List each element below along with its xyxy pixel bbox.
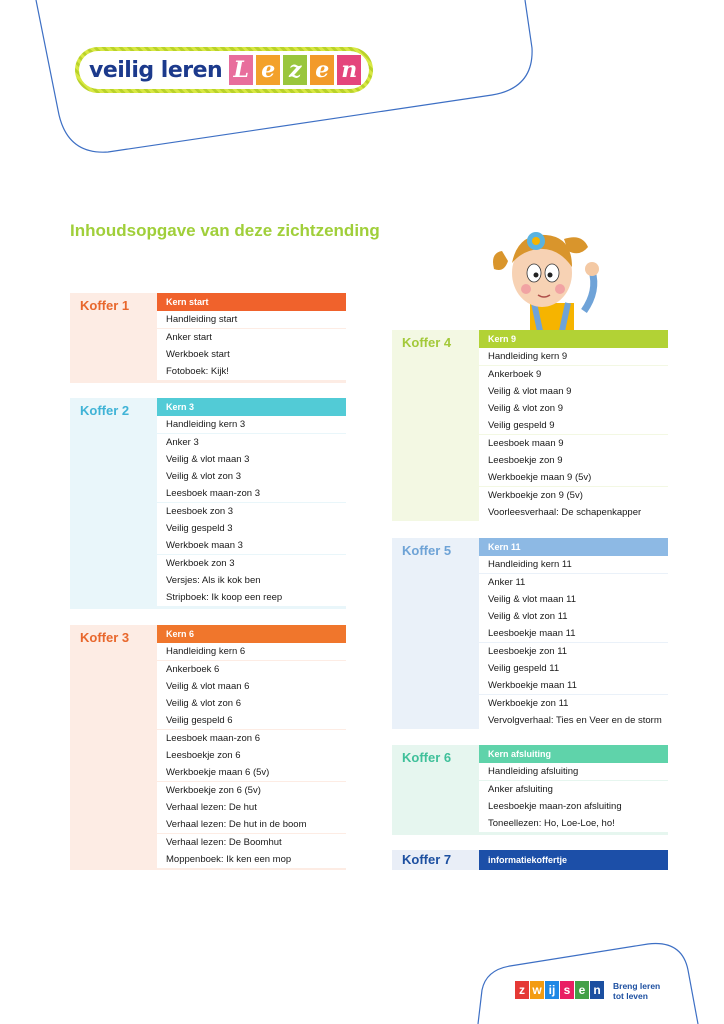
koffer-6-section (392, 745, 668, 835)
slogan-line: Breng leren (613, 981, 661, 991)
list-item: Handleiding start (157, 311, 346, 328)
brand-letter: s (560, 981, 574, 999)
list-item: Ankerboek 9 (479, 366, 668, 383)
list-item: Werkboek maan 3 (157, 537, 346, 554)
slogan-line: tot leven (613, 991, 648, 1001)
item-list (479, 348, 668, 521)
kern-header: informatiekoffertje (479, 850, 668, 870)
list-item: Veilig & vlot zon 6 (157, 695, 346, 712)
list-item: Verhaal lezen: De hut (157, 799, 346, 816)
list-item: Leesboekje zon 9 (479, 452, 668, 469)
koffer-3-section (70, 625, 346, 870)
list-item: Veilig & vlot zon 11 (479, 608, 668, 625)
logo-letter: n (337, 55, 361, 85)
koffer-label: Koffer 3 (80, 630, 130, 645)
koffer-label: Koffer 1 (80, 298, 130, 313)
item-list (157, 311, 346, 380)
logo-letter: L (229, 55, 253, 85)
list-item: Leesboekje maan-zon afsluiting (479, 798, 668, 815)
list-item: Anker 11 (479, 574, 668, 591)
koffer-5-section (392, 538, 668, 729)
page-title: Inhoudsopgave van deze zichtzending (70, 221, 380, 240)
zwijsen-logo (515, 981, 605, 999)
koffer-7-section (392, 850, 668, 870)
list-item: Veilig gespeld 6 (157, 712, 346, 729)
item-list (479, 763, 668, 832)
list-item: Handleiding kern 9 (479, 348, 668, 365)
list-item: Handleiding kern 11 (479, 556, 668, 573)
list-item: Verhaal lezen: De hut in de boom (157, 816, 346, 833)
list-item: Stripboek: Ik koop een reep (157, 589, 346, 606)
brand-letter: ij (545, 981, 559, 999)
list-item: Werkboek start (157, 346, 346, 363)
list-item: Veilig gespeld 9 (479, 417, 668, 434)
list-item: Leesboekje zon 6 (157, 747, 346, 764)
list-item: Toneellezen: Ho, Loe-Loe, ho! (479, 815, 668, 832)
list-item: Leesboek zon 3 (157, 503, 346, 520)
kern-header: Kern afsluiting (479, 745, 668, 763)
logo-letter: e (310, 55, 334, 85)
koffer-2-section (70, 398, 346, 609)
list-item: Veilig gespeld 11 (479, 660, 668, 677)
brand-letter: z (515, 981, 529, 999)
list-item: Werkboekje maan 11 (479, 677, 668, 694)
list-item: Voorleesverhaal: De schapenkapper (479, 504, 668, 521)
list-item: Fotoboek: Kijk! (157, 363, 346, 380)
list-item: Veilig & vlot zon 3 (157, 468, 346, 485)
list-item: Verhaal lezen: De Boomhut (157, 834, 346, 851)
list-item: Leesboekje zon 11 (479, 643, 668, 660)
brand-slogan (613, 981, 660, 1001)
list-item: Leesboek maan-zon 6 (157, 730, 346, 747)
list-item: Veilig & vlot maan 11 (479, 591, 668, 608)
kern-header: Kern 6 (157, 625, 346, 643)
kern-header: Kern 11 (479, 538, 668, 556)
koffer-label: Koffer 2 (80, 403, 130, 418)
koffer-4-section (392, 330, 668, 521)
brand-letter: w (530, 981, 544, 999)
list-item: Leesboekje maan 11 (479, 625, 668, 642)
list-item: Vervolgverhaal: Ties en Veer en de storm (479, 712, 668, 729)
list-item: Moppenboek: Ik ken een mop (157, 851, 346, 868)
kern-header: Kern 9 (479, 330, 668, 348)
kern-header: Kern 3 (157, 398, 346, 416)
list-item: Veilig & vlot maan 6 (157, 678, 346, 695)
koffer-label: Koffer 5 (402, 543, 452, 558)
list-item: Leesboek maan-zon 3 (157, 485, 346, 502)
list-item: Handleiding kern 6 (157, 643, 346, 660)
koffer-1-section (70, 293, 346, 383)
logo-word: veilig leren (89, 57, 223, 83)
list-item: Handleiding afsluiting (479, 763, 668, 780)
list-item: Werkboekje maan 9 (5v) (479, 469, 668, 486)
list-item: Anker 3 (157, 434, 346, 451)
logo-letter: e (256, 55, 280, 85)
girl-mascot-illustration (488, 211, 608, 331)
list-item: Veilig gespeld 3 (157, 520, 346, 537)
list-item: Werkboekje zon 11 (479, 695, 668, 712)
brand-letter: e (575, 981, 589, 999)
veilig-leren-lezen-logo (75, 47, 373, 93)
list-item: Werkboekje zon 6 (5v) (157, 782, 346, 799)
list-item: Ankerboek 6 (157, 661, 346, 678)
kern-header: Kern start (157, 293, 346, 311)
koffer-label: Koffer 7 (402, 852, 452, 867)
list-item: Leesboek maan 9 (479, 435, 668, 452)
list-item: Anker afsluiting (479, 781, 668, 798)
list-item: Versjes: Als ik kok ben (157, 572, 346, 589)
list-item: Werkboek zon 3 (157, 555, 346, 572)
brand-letter: n (590, 981, 604, 999)
list-item: Anker start (157, 329, 346, 346)
list-item: Handleiding kern 3 (157, 416, 346, 433)
list-item: Veilig & vlot maan 9 (479, 383, 668, 400)
item-list (479, 556, 668, 729)
list-item: Werkboekje zon 9 (5v) (479, 487, 668, 504)
koffer-label: Koffer 4 (402, 335, 452, 350)
logo-letter: z (283, 55, 307, 85)
item-list (157, 643, 346, 868)
list-item: Werkboekje maan 6 (5v) (157, 764, 346, 781)
item-list (157, 416, 346, 606)
koffer-label: Koffer 6 (402, 750, 452, 765)
list-item: Veilig & vlot zon 9 (479, 400, 668, 417)
list-item: Veilig & vlot maan 3 (157, 451, 346, 468)
